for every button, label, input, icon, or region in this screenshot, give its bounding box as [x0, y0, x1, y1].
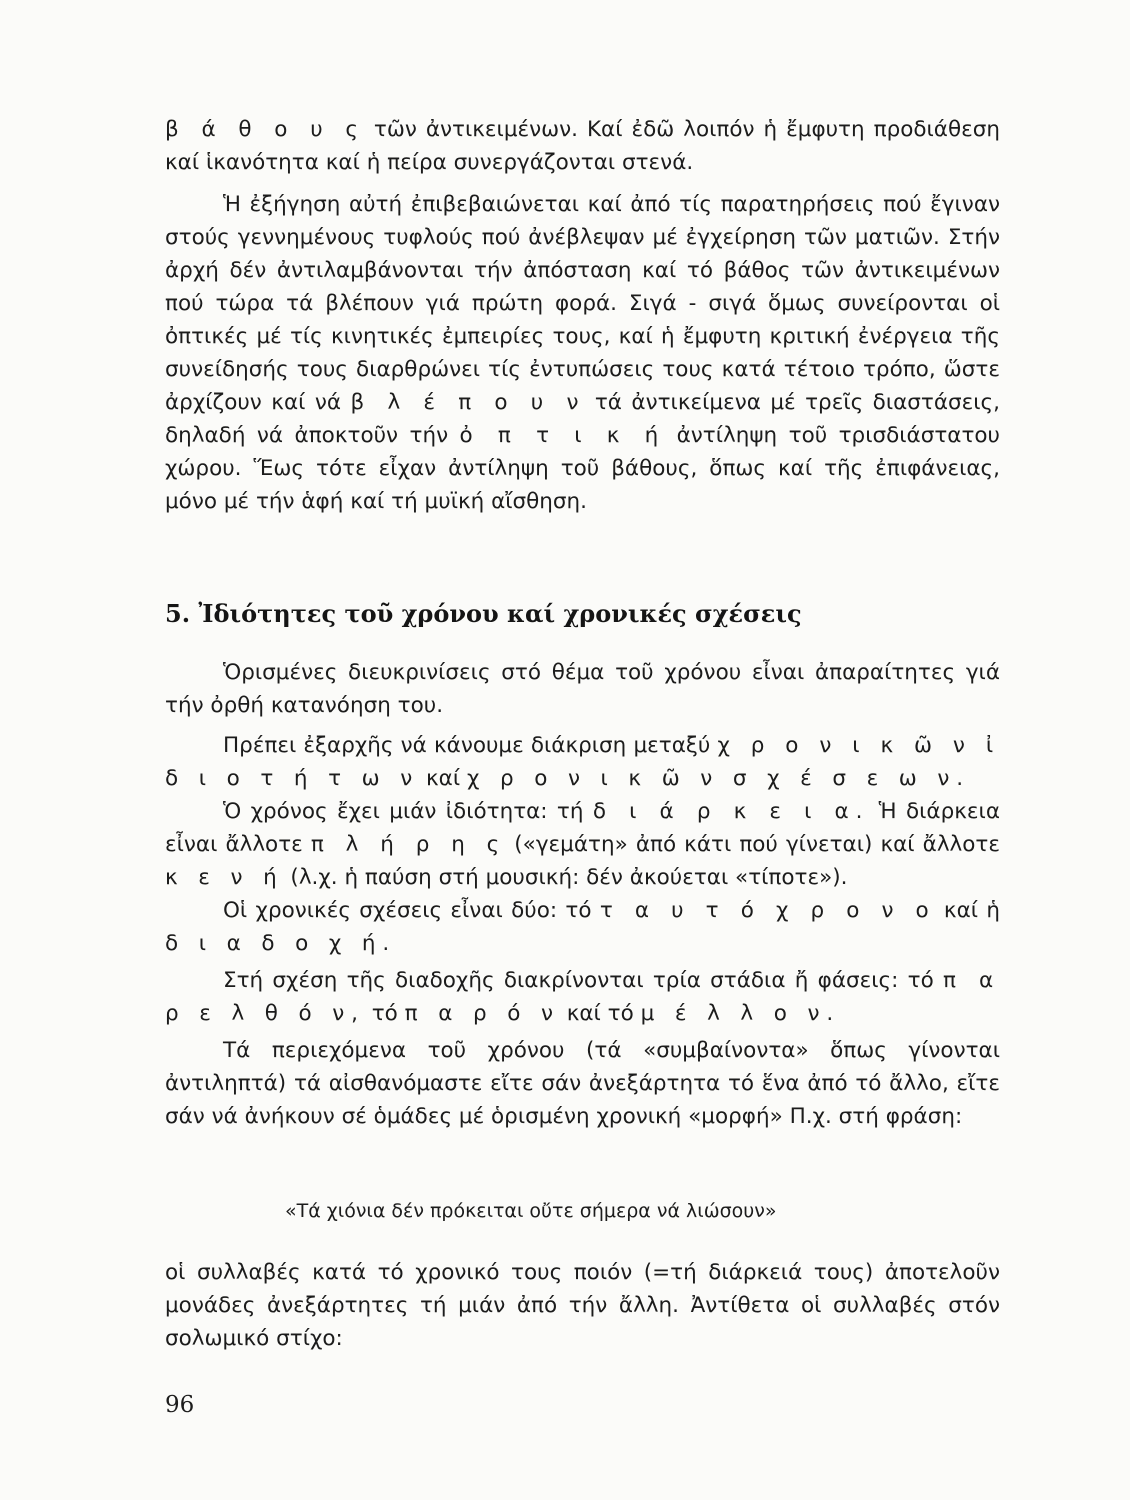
- paragraph-5-text-d: (λ.χ. ἡ παύση στή μουσική: δέν ἀκούεται «τίποτε»).: [283, 865, 848, 890]
- emphasis-diadochi: δ ι α δ ο χ ή.: [165, 931, 397, 956]
- quote-line: «Τά χιόνια δέν πρόκειται οὔτε σήμερα νά λιώσουν»: [285, 1200, 777, 1222]
- body-text-bottom: [165, 1256, 1000, 1355]
- emphasis-optiki: ὀ π τ ι κ ή: [459, 423, 666, 448]
- paragraph-4-text-a: Πρέπει ἐξαρχῆς νά κάνουμε διάκριση μεταξύ: [223, 733, 718, 758]
- paragraph-1: [165, 113, 1000, 179]
- emphasis-mellon: μ έ λ λ ο ν.: [640, 1001, 841, 1026]
- paragraph-7: [165, 964, 1000, 1030]
- body-text-section: [165, 656, 1000, 1133]
- paragraph-7-text-a: Στή σχέση τῆς διαδοχῆς διακρίνονται τρία στάδια ἤ φάσεις: τό: [223, 968, 943, 993]
- body-text-top: [165, 113, 1000, 518]
- paragraph-5-text-b: Ἡ διάρκεια εἶναι ἄλλοτε: [165, 799, 1000, 857]
- paragraph-6: [165, 894, 1000, 960]
- paragraph-3: Ὁρισμένες διευκρινίσεις στό θέμα τοῦ χρόνου εἶναι ἀπαραίτητες γιά τήν ὀρθή κατανόηση του.: [165, 660, 1000, 718]
- paragraph-9: οἱ συλλαβές κατά τό χρονικό τους ποιόν (=τή διάρκειά τους) ἀποτελοῦν μονάδες ἀνεξάρτητες τή μιάν ἀπό τήν ἄλλη. Ἀντίθετα οἱ συλλαβές στόν σολωμικό στίχο:: [165, 1260, 1000, 1351]
- paragraph-2: [165, 188, 1000, 518]
- emphasis-keni: κ ε ν ή: [165, 865, 284, 890]
- paragraph-7-text-b: τό: [364, 1001, 405, 1026]
- paragraph-2-text-b: τά ἀντικείμενα μέ τρεῖς διαστάσεις, δηλαδή νά ἀποκτοῦν τήν: [165, 390, 1000, 448]
- paragraph-2-text-c: ἀντίληψη τοῦ τρισδιάστατου χώρου. Ἕως τότε εἶχαν ἀντίληψη τοῦ βάθους, ὅπως καί τῆς ἐπιφάνειας, μόνο μέ τήν ἁφή καί τή μυϊκή αἴσθηση.: [165, 423, 1000, 514]
- paragraph-5: [165, 795, 1000, 894]
- paragraph-6-text-a: Οἱ χρονικές σχέσεις εἶναι δύο: τό: [223, 898, 600, 923]
- emphasis-parelthon: π α ρ ε λ θ ό ν,: [165, 968, 1000, 1026]
- paragraph-1-text: τῶν ἀντικειμένων. Καί ἐδῶ λοιπόν ἡ ἔμφυτη προδιάθεση καί ἱκανότητα καί ἡ πείρα συνεργάζονται στενά.: [165, 117, 1000, 175]
- emphasis-chronikon-idiotiton: χ ρ ο ν ι κ ῶ ν ἰ δ ι ο τ ή τ ω ν: [165, 733, 1000, 791]
- paragraph-5-text-c: («γεμάτη» ἀπό κάτι πού γίνεται) καί ἄλλοτε: [506, 832, 1000, 857]
- emphasis-pliris: π λ ή ρ η ς: [310, 832, 507, 857]
- emphasis-vlepoun: β λ έ π ο υ ν: [350, 390, 586, 415]
- emphasis-paron: π α ρ ό ν: [404, 1001, 560, 1026]
- paragraph-4-text-b: καί: [419, 766, 467, 791]
- emphasis-chronikon-scheseon: χ ρ ο ν ι κ ῶ ν σ χ έ σ ε ω ν.: [466, 766, 970, 791]
- page-number: 96: [165, 1392, 195, 1418]
- section-heading: 5. Ἰδιότητες τοῦ χρόνου καί χρονικές σχέσεις: [165, 599, 802, 628]
- emphasis-diarkeia: δ ι ά ρ κ ε ι α.: [592, 799, 870, 824]
- emphasis-taftochrono: τ α υ τ ό χ ρ ο ν ο: [599, 898, 936, 923]
- paragraph-8: Τά περιεχόμενα τοῦ χρόνου (τά «συμβαίνοντα» ὅπως γίνονται ἀντιληπτά) τά αἰσθανόμαστε εἴτε σάν ἀνεξάρτητα τό ἕνα ἀπό τό ἄλλο, εἴτε σάν νά ἀνήκουν σέ ὁμάδες μέ ὁρισμένη χρονική «μορφή» Π.χ. στή φράση:: [165, 1038, 1000, 1129]
- paragraph-4: [165, 729, 1000, 795]
- paragraph-2-text-a: Ἡ ἐξήγηση αὐτή ἐπιβεβαιώνεται καί ἀπό τίς παρατηρήσεις πού ἔγιναν στούς γεννημένους τυφλούς πού ἀνέβλεψαν μέ ἐγχείρηση τῶν ματιῶν. Στήν ἀρχή δέν ἀντιλαμβάνονται τήν ἀπόσταση καί τό βάθος τῶν ἀντικειμένων πού τώρα τά βλέπουν γιά πρώτη φορά. Σιγά - σιγά ὅμως συνείρονται οἱ ὀπτικές μέ τίς κινητικές ἐμπειρίες τους, καί ἡ ἔμφυτη κριτική ἐνέργεια τῆς συνείδησής τους διαρθρώνει τίς ἐντυπώσεις τους κατά τέτοιο τρόπο, ὥστε ἀρχίζουν καί νά: [165, 192, 1000, 415]
- paragraph-7-text-c: καί τό: [559, 1001, 641, 1026]
- emphasis-vathous: β ά θ ο υ ς: [165, 117, 365, 142]
- paragraph-6-text-b: καί ἡ: [935, 898, 1000, 923]
- paragraph-5-text-a: Ὁ χρόνος ἔχει μιάν ἰδιότητα: τή: [223, 799, 593, 824]
